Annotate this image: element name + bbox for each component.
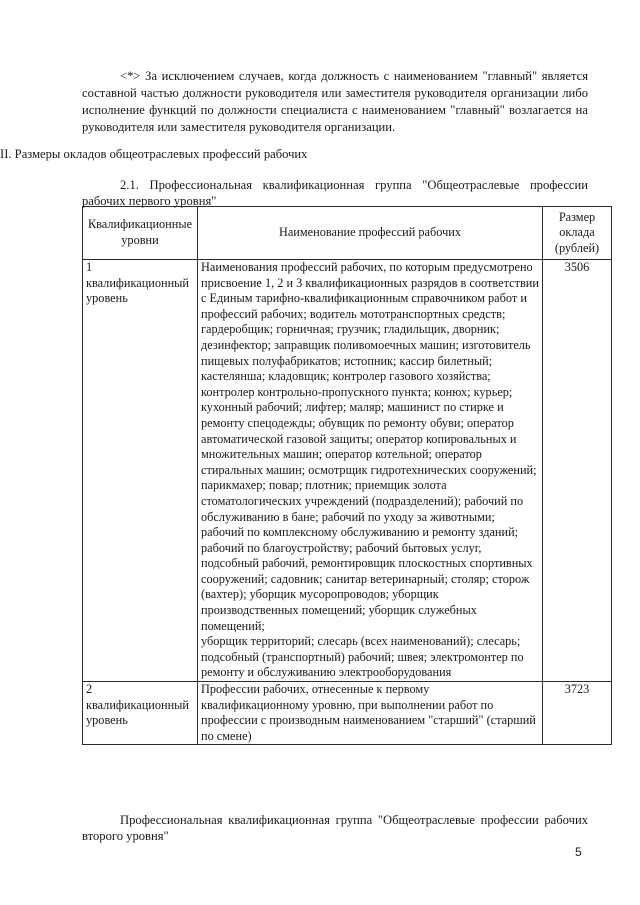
qualification-level: 2 квалификационный уровень <box>83 682 198 745</box>
group-heading-first-level: 2.1. Профессиональная квалификационная группа "Общеотраслевые профессии рабочих первого уровня" <box>82 178 588 208</box>
profession-list-text: Профессии рабочих, отнесенные к первому квалификационному уровню, при выполнении работ по профессии с производным наименованием "старший" (старший по смене) <box>201 682 536 743</box>
table-header-row <box>83 207 612 260</box>
profession-list <box>198 260 543 682</box>
table-row <box>83 260 612 682</box>
header-profession-names: Наименование профессий рабочих <box>198 207 543 260</box>
profession-list-text-continued: уборщик территорий; слесарь (всех наименований); слесарь; подсобный (транспортный) рабочий; швея; электромонтер по ремонту и обслуживанию электрооборудования <box>201 634 524 680</box>
header-qualification-levels: Квалификационные уровни <box>83 207 198 260</box>
footnote: <*> За исключением случаев, когда должность с наименованием "главный" является составной частью должности руководителя или заместителя руководителя организации либо исполнение функций по должности специалиста с наименованием "главный" возлагается на руководителя или заместителя руководителя организации. <box>82 69 588 134</box>
qualification-level: 1 квалификационный уровень <box>83 260 198 682</box>
salary-table <box>82 206 612 745</box>
profession-list-text: Наименования профессий рабочих, по которым предусмотрено присвоение 1, 2 и 3 квалификационных разрядов в соответствии с Единым тарифно-квалификационным справочником работ и профессий рабочих; водитель мототранспортных средств; гардеробщик; горничная; грузчик; гладильщик, дворник; дезинфектор; заправщик поливомоечных машин; изготовитель пищевых полуфабрикатов; истопник; кассир билетный; кастелянша; кладовщик; контролер газового хозяйства; контролер контрольно-пропускного пункта; конюх; курьер; кухонный рабочий; лифтер; маляр; машинист по стирке и ремонту спецодежды; обувщик по ремонту обуви; оператор автоматической газовой защиты; оператор копировальных и множительных машин; оператор котельной; оператор стиральных машин; осмотрщик гидротехнических сооружений; парикмахер; повар; плотник; приемщик золота стоматологических учреждений (подразделений); рабочий по обслуживанию в бане; рабочий по уходу за животными; рабочий по комплексному обслуживанию и ремонту зданий; рабочий по благоустройству; рабочий бытовых услуг, подсобный рабочий, ремонтировщик плоскостных спортивных сооружений; садовник; санитар ветеринарный; столяр; сторож (вахтер); уборщик мусоропроводов; уборщик производственных помещений; уборщик служебных помещений; <box>201 260 539 633</box>
salary-value: 3506 <box>543 260 612 682</box>
section-title: II. Размеры окладов общеотраслевых профессий рабочих <box>0 147 308 161</box>
page-number: 5 <box>575 845 582 859</box>
profession-list <box>198 682 543 745</box>
table-row <box>83 682 612 745</box>
group-heading-second-level: Профессиональная квалификационная группа "Общеотраслевые профессии рабочих второго уровня" <box>82 813 588 843</box>
salary-value: 3723 <box>543 682 612 745</box>
header-salary: Размер оклада (рублей) <box>543 207 612 260</box>
